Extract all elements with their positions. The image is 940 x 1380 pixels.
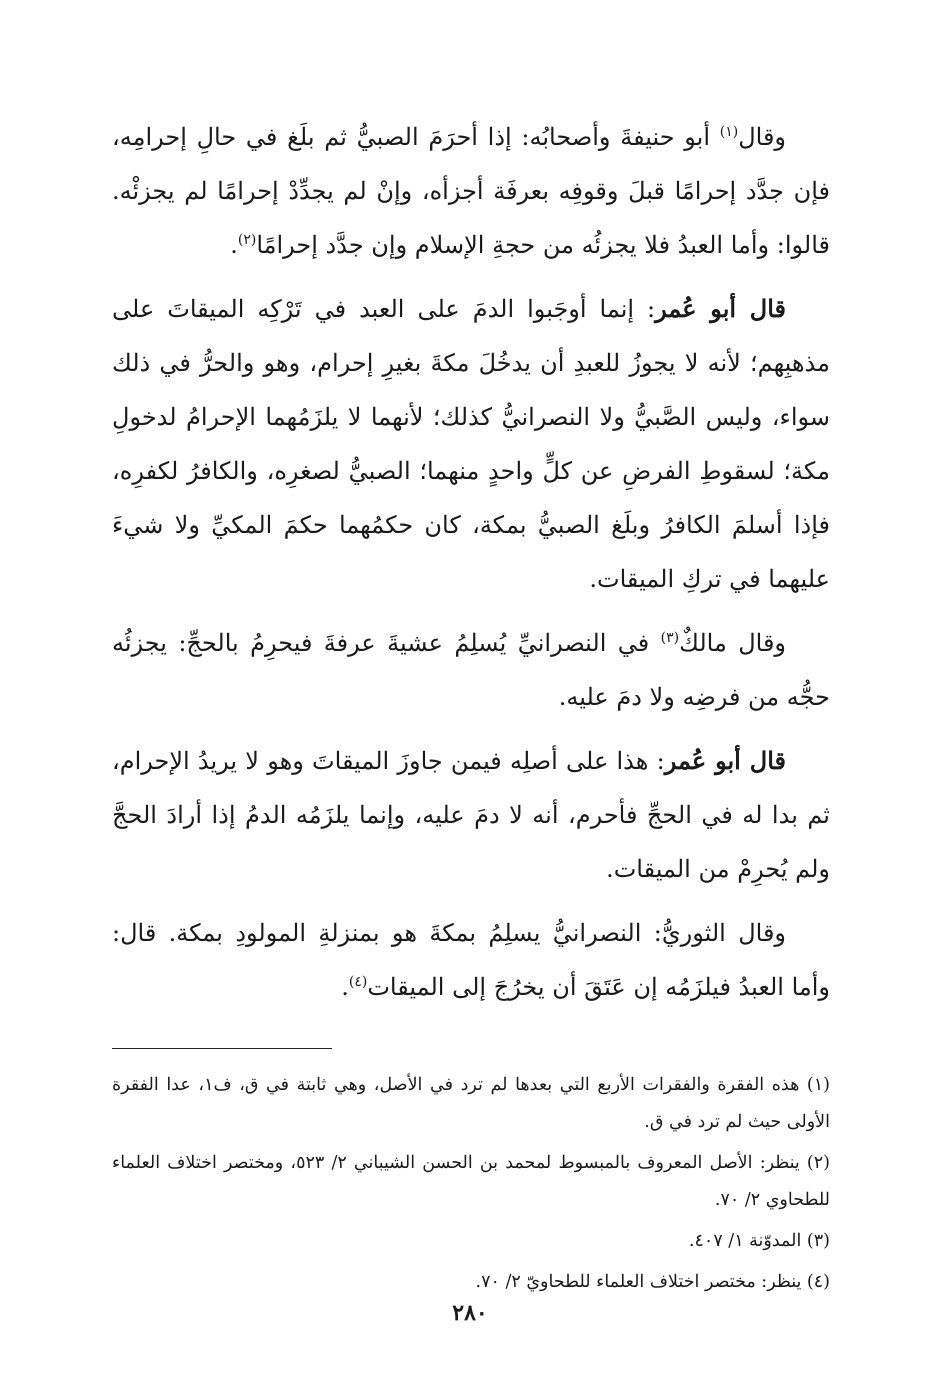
paragraph-text: : إنما أوجَبوا الدمَ على العبد في تَرْكِه الميقاتَ على مذهبِهم؛ لأنه لا يجوزُ للعبدِ أن يدخُلَ مكةَ بغيرِ إحرام، وهو والحرُّ في ذلك سواء، وليس الصَّبيُّ ولا النصرانيُّ كذلك؛ لأنهما لا يلزَمُهما الإحرامُ لدخولِ مكة؛ لسقوطِ الفرضِ عن كلٍّ واحدٍ منهما؛ الصبيُّ لصغرِه، والكافرُ لكفرِه، فإذا أسلمَ الكافرُ وبلَغ الصبيُّ بمكة، كان حكمُهما حكمَ المكيِّ ولا شيءَ عليهما في تركِ الميقات. xyxy=(112,295,831,593)
footnote-1: (١) هذه الفقرة والفقرات الأربع التي بعدها لم ترد في الأصل، وهي ثابتة في ق، ف١، عدا الفقرة الأولى حيث لم ترد في ق. xyxy=(112,1075,830,1132)
paragraph-text: أبو حنيفةَ وأصحابُه: إذا أحرَمَ الصبيُّ ثم بلَغ في حالِ إحرامِه، فإن جدَّد إحرامًا قبلَ وقوفِه بعرفَة أجزأه، وإنْ لم يجدِّدْ إحرامًا لم يجزئْه. قالوا: وأما العبدُ فلا يجزئُه من حجةِ الإسلام وإن جدَّد إحرامًا xyxy=(112,123,830,259)
paragraph-text: . xyxy=(341,973,349,1001)
footnote-ref-3[interactable]: (٣) xyxy=(660,630,680,646)
paragraph-abu-umar-2 xyxy=(112,734,830,896)
footnote-ref-4[interactable]: (٤) xyxy=(348,974,368,990)
paragraph-text: . xyxy=(230,231,238,259)
footnote-ref-1[interactable]: (١) xyxy=(719,124,739,140)
paragraph-text: : هذا على أصلِه فيمن جاوزَ الميقاتَ وهو لا يريدُ الإحرام، ثم بدا له في الحجِّ فأحرم، أنه لا دمَ عليه، وإنما يلزَمُه الدمُ إذا أرادَ الحجَّ ولم يُحرِمْ من الميقات. xyxy=(112,747,830,883)
footnotes xyxy=(112,1067,918,1301)
main-text xyxy=(112,110,830,1014)
footnote-2: (٢) ينظر: الأصل المعروف بالمبسوط لمحمد بن الحسن الشيباني ٢/ ٥٢٣، ومختصر اختلاف العلماء للطحاوي ٢/ ٧٠. xyxy=(112,1153,830,1210)
footnote-4: (٤) ينظر: مختصر اختلاف العلماء للطحاويّ ٢/ ٧٠. xyxy=(475,1272,830,1292)
footnote-3: (٣) المدوّنة ١/ ٤٠٧. xyxy=(688,1231,830,1251)
paragraph-text: في النصرانيِّ يُسلِمُ عشيةَ عرفةَ فيحرِمُ بالحجِّ: يجزئُه حجُّه من فرضِه ولا دمَ عليه. xyxy=(112,629,830,711)
footnote-separator xyxy=(112,1048,332,1049)
speaker-label: قال أبو عُمر xyxy=(664,746,786,775)
paragraph-text: وقال الثوريُّ: النصرانيُّ يسلِمُ بمكةَ هو بمنزلةِ المولودِ بمكة. قال: وأما العبدُ فيلزَمُه إن عَتَقَ أن يخرُجَ إلى الميقات xyxy=(112,919,830,1001)
speaker-label: قال أبو عُمر xyxy=(655,294,786,323)
paragraph-abu-umar-1 xyxy=(112,282,830,606)
page-number: ٢٨٠ xyxy=(452,1300,488,1326)
paragraph-text: وقال xyxy=(738,123,786,151)
paragraph-text: وقال مالكٌ xyxy=(679,629,787,657)
paragraph-thawri xyxy=(112,906,830,1014)
footnote-separator-wrap xyxy=(112,1024,830,1067)
paragraph-malik xyxy=(112,616,830,724)
footnote-ref-2[interactable]: (٢) xyxy=(237,232,257,248)
paragraph-abu-hanifa xyxy=(112,110,830,272)
